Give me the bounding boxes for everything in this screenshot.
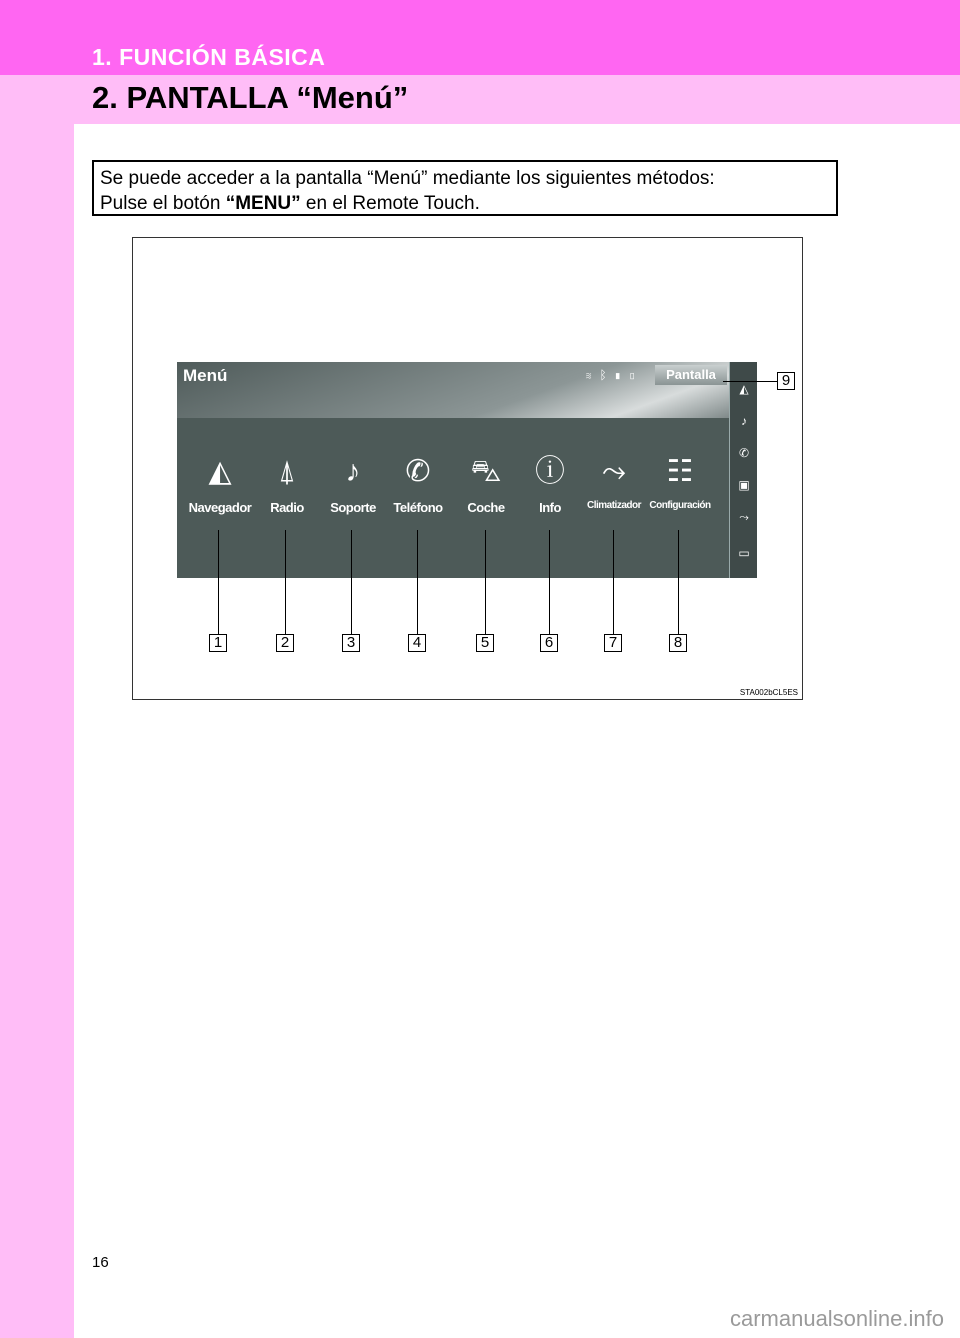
app-soporte[interactable] <box>318 454 388 515</box>
settings-icon: ☷ <box>666 455 694 488</box>
pantalla-button[interactable]: Pantalla <box>655 365 727 385</box>
intro-line-1: Se puede acceder a la pantalla “Menú” mediante los siguientes métodos: <box>100 168 715 189</box>
music-note-icon: ♪ <box>345 455 361 488</box>
menu-screen-title: Menú <box>183 366 228 385</box>
phone-icon: ✆ <box>405 455 431 488</box>
app-label: Coche <box>467 500 505 515</box>
compass-icon: ◭ <box>208 455 232 488</box>
display-icon[interactable]: ▭ <box>738 546 750 560</box>
intro-line-2 <box>100 191 830 216</box>
image-icon[interactable]: ▣ <box>738 478 750 492</box>
callout-line <box>417 530 418 634</box>
app-label: Radio <box>270 500 304 515</box>
app-navegador[interactable] <box>185 454 255 515</box>
menu-button-name: “MENU” <box>225 193 301 214</box>
app-label: Navegador <box>188 500 252 515</box>
callout-line <box>218 530 219 634</box>
phone-icon[interactable]: ✆ <box>738 446 750 460</box>
page-number: 16 <box>92 1254 109 1271</box>
callout-2: 2 <box>276 634 294 652</box>
seat-climate-icon[interactable]: ⤳ <box>739 510 749 524</box>
app-label: Soporte <box>330 500 376 515</box>
app-teléfono[interactable] <box>383 454 453 515</box>
app-radio[interactable] <box>252 454 322 515</box>
callout-line <box>549 530 550 634</box>
callout-9: 9 <box>777 372 795 390</box>
watermark: carmanualsonline.info <box>729 1306 944 1331</box>
callout-5: 5 <box>476 634 494 652</box>
status-icons: ≋ ᛒ ▮ ▯ <box>585 368 638 382</box>
callout-line <box>678 530 679 634</box>
callout-4: 4 <box>408 634 426 652</box>
callout-1: 1 <box>209 634 227 652</box>
app-label: Info <box>539 500 561 515</box>
callout-line <box>285 530 286 634</box>
left-margin-band <box>0 0 74 1338</box>
app-climatizador[interactable] <box>579 454 649 511</box>
chapter-title: 1. FUNCIÓN BÁSICA <box>92 44 326 70</box>
intro-box <box>92 160 838 216</box>
app-label: Teléfono <box>393 500 443 515</box>
intro-line-2-prefix: Pulse el botón <box>100 193 226 214</box>
callout-line <box>723 381 777 382</box>
callout-7: 7 <box>604 634 622 652</box>
callout-3: 3 <box>342 634 360 652</box>
compass-icon[interactable]: ◭ <box>739 382 749 396</box>
app-label: Configuración <box>649 500 711 511</box>
app-coche[interactable] <box>451 454 521 515</box>
menu-screen-figure <box>132 237 803 700</box>
app-label: Climatizador <box>586 500 641 511</box>
music-note-icon[interactable]: ♪ <box>741 414 747 428</box>
app-info[interactable] <box>515 454 585 515</box>
callout-8: 8 <box>669 634 687 652</box>
app-configuración[interactable] <box>645 454 715 511</box>
menu-screen <box>177 362 757 578</box>
seat-climate-icon: ⤳ <box>602 455 626 488</box>
intro-line-2-suffix: en el Remote Touch. <box>300 193 480 214</box>
callout-line <box>485 530 486 634</box>
callout-6: 6 <box>540 634 558 652</box>
info-icon: ⓘ <box>535 455 565 488</box>
callout-line <box>351 530 352 634</box>
side-shortcut-panel <box>729 362 757 578</box>
callout-line <box>613 530 614 634</box>
section-title: 2. PANTALLA “Menú” <box>92 80 409 115</box>
car-icon: ⛍ <box>470 455 502 488</box>
figure-code: STA002bCL5ES <box>739 688 798 697</box>
radio-tower-icon: ⍋ <box>278 455 296 488</box>
